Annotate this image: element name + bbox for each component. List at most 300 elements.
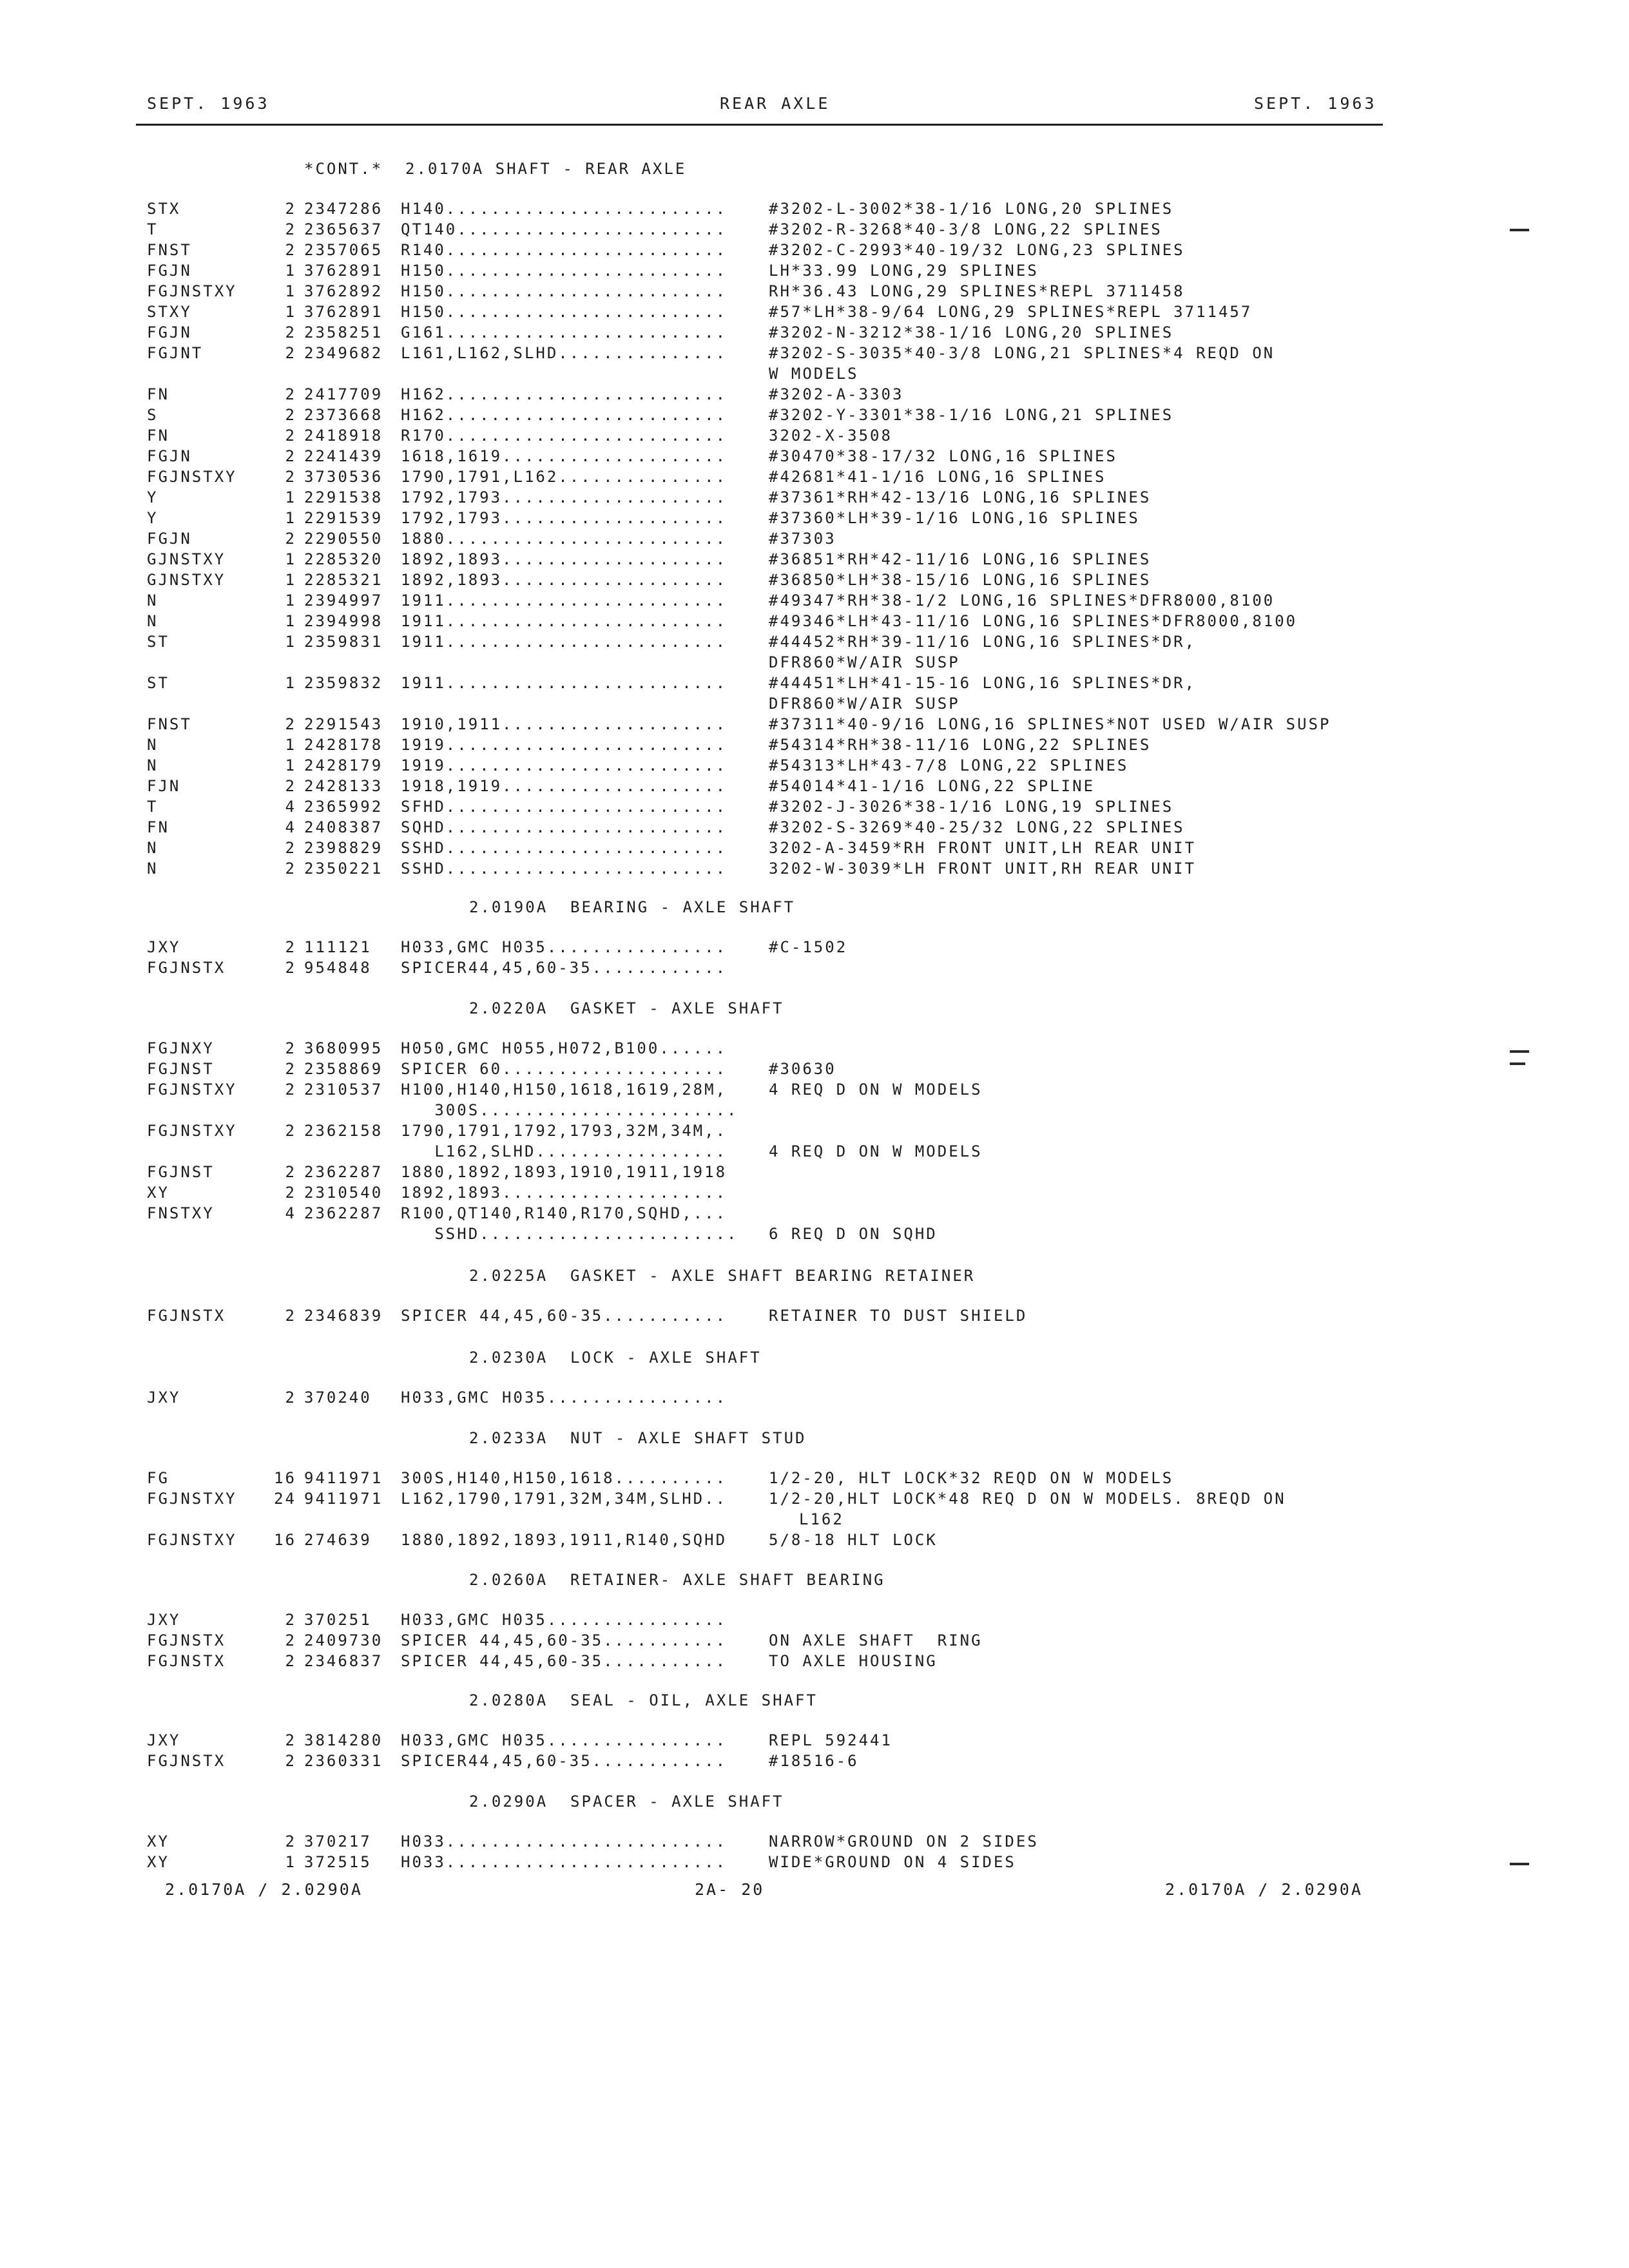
- quantity: 16: [274, 1469, 296, 1487]
- quantity: 2: [285, 959, 296, 977]
- description: #37360*LH*39-1/16 LONG,16 SPLINES: [769, 509, 1140, 527]
- part-number: 3730536: [304, 468, 383, 486]
- quantity: 1: [285, 1853, 296, 1871]
- part-row: [0, 282, 1629, 303]
- part-number: 274639: [304, 1531, 372, 1549]
- quantity: 1: [285, 674, 296, 692]
- application: 1790,1791,1792,1793,32M,34M,.: [401, 1122, 728, 1140]
- part-row: [0, 1490, 1629, 1510]
- quantity: 2: [285, 447, 296, 465]
- part-number: 370251: [304, 1611, 372, 1629]
- part-row: [0, 550, 1629, 571]
- part-number: 2394998: [304, 612, 383, 630]
- quantity: 16: [274, 1531, 296, 1549]
- part-number: 2346839: [304, 1307, 383, 1325]
- model-code: Y: [147, 509, 159, 527]
- description: #3202-S-3269*40-25/32 LONG,22 SPLINES: [769, 818, 1185, 836]
- description: #3202-C-2993*40-19/32 LONG,23 SPLINES: [769, 241, 1185, 259]
- model-code: ST: [147, 633, 169, 651]
- model-code: FGJN: [147, 323, 192, 341]
- part-number: 3762892: [304, 282, 383, 300]
- application-continued: SSHD.......................: [401, 1225, 738, 1243]
- footer-range-right: 2.0170A / 2.0290A: [1165, 1880, 1363, 1899]
- part-row: [0, 509, 1629, 530]
- quantity: 2: [285, 1731, 296, 1749]
- application-continued: L162,SLHD.................: [401, 1142, 728, 1160]
- part-number: 2362158: [304, 1122, 383, 1140]
- part-number: 372515: [304, 1853, 372, 1871]
- model-code: T: [147, 220, 159, 238]
- application: 1792,1793....................: [401, 488, 728, 506]
- description: DFR860*W/AIR SUSP: [769, 695, 960, 713]
- part-number: 2347286: [304, 200, 383, 218]
- part-number: 370217: [304, 1832, 372, 1850]
- application: 300S,H140,H150,1618..........: [401, 1469, 728, 1487]
- application: 1918,1919....................: [401, 777, 728, 795]
- application: SFHD.........................: [401, 798, 728, 816]
- application: 1911.........................: [401, 591, 728, 610]
- part-number: 2310540: [304, 1184, 383, 1202]
- quantity: 4: [285, 798, 296, 816]
- description: #36851*RH*42-11/16 LONG,16 SPLINES: [769, 550, 1152, 568]
- model-code: JXY: [147, 938, 181, 956]
- part-number: 2428178: [304, 736, 383, 754]
- header-rule: [136, 124, 1383, 126]
- application: H140.........................: [401, 200, 728, 218]
- application: R140.........................: [401, 241, 728, 259]
- model-code: FN: [147, 427, 169, 445]
- quantity: 2: [285, 1163, 296, 1181]
- part-row: [0, 1652, 1629, 1673]
- quantity: 2: [285, 385, 296, 403]
- application: 1911.........................: [401, 633, 728, 651]
- quantity: 2: [285, 715, 296, 733]
- application: SPICER 44,45,60-35...........: [401, 1307, 728, 1325]
- quantity: 1: [285, 591, 296, 610]
- description: REPL 592441: [769, 1731, 892, 1749]
- description: #54014*41-1/16 LONG,22 SPLINE: [769, 777, 1095, 795]
- part-number: 2394997: [304, 591, 383, 610]
- quantity: 2: [285, 860, 296, 878]
- part-row: [0, 695, 1629, 715]
- part-row: [0, 756, 1629, 777]
- section-heading: 2.0230A LOCK - AXLE SHAFT: [469, 1349, 762, 1367]
- application: H033.........................: [401, 1853, 728, 1871]
- model-code: FGJN: [147, 530, 192, 548]
- application: 1618,1619....................: [401, 447, 728, 465]
- quantity: 2: [285, 220, 296, 238]
- section-heading: 2.0260A RETAINER- AXLE SHAFT BEARING: [469, 1571, 885, 1589]
- model-code: STXY: [147, 303, 192, 321]
- model-code: JXY: [147, 1731, 181, 1749]
- application: SSHD.........................: [401, 860, 728, 878]
- part-number: 2428179: [304, 756, 383, 774]
- model-code: FGJNSTXY: [147, 468, 237, 486]
- model-code: T: [147, 798, 159, 816]
- quantity: 1: [285, 571, 296, 589]
- part-row: [0, 839, 1629, 860]
- application: 1910,1911....................: [401, 715, 728, 733]
- application: 1880.........................: [401, 530, 728, 548]
- quantity: 4: [285, 1204, 296, 1222]
- description: #54314*RH*38-11/16 LONG,22 SPLINES: [769, 736, 1152, 754]
- part-number: 2291543: [304, 715, 383, 733]
- section-heading: 2.0233A NUT - AXLE SHAFT STUD: [469, 1429, 807, 1447]
- application: 1880,1892,1893,1911,R140,SQHD: [401, 1531, 728, 1549]
- part-row: [0, 1060, 1629, 1081]
- model-code: FGJNSTX: [147, 1752, 226, 1770]
- model-code: GJNSTXY: [147, 571, 226, 589]
- application: 1892,1893....................: [401, 1184, 728, 1202]
- part-number: 2241439: [304, 447, 383, 465]
- application: H050,GMC H055,H072,B100......: [401, 1039, 728, 1057]
- description: #54313*LH*43-7/8 LONG,22 SPLINES: [769, 756, 1129, 774]
- section-heading: 2.0190A BEARING - AXLE SHAFT: [469, 898, 796, 916]
- model-code: FGJNSTXY: [147, 1122, 237, 1140]
- header-date-left: SEPT. 1963: [147, 94, 270, 113]
- part-row: [0, 1225, 1629, 1245]
- part-number: 3762891: [304, 262, 383, 280]
- part-row: [0, 262, 1629, 282]
- part-row: [0, 959, 1629, 979]
- description: ON AXLE SHAFT RING: [769, 1631, 983, 1649]
- part-row: [0, 1307, 1629, 1327]
- model-code: FGJNSTXY: [147, 282, 237, 300]
- quantity: 2: [285, 344, 296, 362]
- model-code: FGJNSTX: [147, 1307, 226, 1325]
- quantity: 1: [285, 550, 296, 568]
- header-date-right: SEPT. 1963: [1254, 94, 1377, 113]
- model-code: GJNSTXY: [147, 550, 226, 568]
- description: #44451*LH*41-15-16 LONG,16 SPLINES*DR,: [769, 674, 1197, 692]
- model-code: N: [147, 839, 159, 857]
- part-row: [0, 571, 1629, 591]
- description: 4 REQ D ON W MODELS: [769, 1142, 983, 1160]
- part-row: [0, 1081, 1629, 1101]
- part-row: [0, 633, 1629, 653]
- description: #37361*RH*42-13/16 LONG,16 SPLINES: [769, 488, 1152, 506]
- quantity: 2: [285, 1060, 296, 1078]
- application: H150.........................: [401, 303, 728, 321]
- part-row: [0, 447, 1629, 468]
- part-number: 2417709: [304, 385, 383, 403]
- description: #37303: [769, 530, 836, 548]
- quantity: 1: [285, 488, 296, 506]
- part-row: [0, 1832, 1629, 1853]
- part-row: [0, 860, 1629, 880]
- application-continued: 300S.......................: [401, 1101, 738, 1119]
- part-number: 2418918: [304, 427, 383, 445]
- application: 1892,1893....................: [401, 571, 728, 589]
- part-number: 2310537: [304, 1081, 383, 1099]
- part-row: [0, 653, 1629, 674]
- part-row: [0, 612, 1629, 633]
- model-code: FGJNST: [147, 1060, 215, 1078]
- application: H033.........................: [401, 1832, 728, 1850]
- model-code: STX: [147, 200, 181, 218]
- section-heading: 2.0280A SEAL - OIL, AXLE SHAFT: [469, 1691, 818, 1709]
- description: #42681*41-1/16 LONG,16 SPLINES: [769, 468, 1106, 486]
- model-code: XY: [147, 1853, 169, 1871]
- model-code: JXY: [147, 1389, 181, 1407]
- application: H162.........................: [401, 406, 728, 424]
- quantity: 1: [285, 633, 296, 651]
- quantity: 2: [285, 530, 296, 548]
- description: #3202-A-3303: [769, 385, 904, 403]
- part-number: 2409730: [304, 1631, 383, 1649]
- quantity: 1: [285, 509, 296, 527]
- application: H100,H140,H150,1618,1619,28M,: [401, 1081, 728, 1099]
- part-row: [0, 1389, 1629, 1409]
- part-number: 2358869: [304, 1060, 383, 1078]
- application: H162.........................: [401, 385, 728, 403]
- part-row: [0, 1469, 1629, 1490]
- model-code: FGJNSTX: [147, 1631, 226, 1649]
- description: NARROW*GROUND ON 2 SIDES: [769, 1832, 1039, 1850]
- part-row: [0, 1184, 1629, 1204]
- description: 6 REQ D ON SQHD: [769, 1225, 938, 1243]
- model-code: ST: [147, 674, 169, 692]
- model-code: XY: [147, 1832, 169, 1850]
- part-number: 2359832: [304, 674, 383, 692]
- quantity: 2: [285, 1832, 296, 1850]
- model-code: FNSTXY: [147, 1204, 215, 1222]
- part-number: 2360331: [304, 1752, 383, 1770]
- part-number: 2428133: [304, 777, 383, 795]
- quantity: 2: [285, 938, 296, 956]
- part-row: [0, 220, 1629, 241]
- description: WIDE*GROUND ON 4 SIDES: [769, 1853, 1016, 1871]
- description: W MODELS: [769, 365, 859, 383]
- part-row: [0, 1163, 1629, 1184]
- part-number: 2362287: [304, 1204, 383, 1222]
- description: #3202-S-3035*40-3/8 LONG,21 SPLINES*4 REQD ON: [769, 344, 1275, 362]
- application: R100,QT140,R140,R170,SQHD,...: [401, 1204, 728, 1222]
- part-number: 2346837: [304, 1652, 383, 1670]
- application: 1880,1892,1893,1910,1911,1918: [401, 1163, 728, 1181]
- model-code: JXY: [147, 1611, 181, 1629]
- quantity: 24: [274, 1490, 296, 1508]
- part-number: 2285321: [304, 571, 383, 589]
- section-heading: *CONT.* 2.0170A SHAFT - REAR AXLE: [304, 160, 687, 178]
- application: QT140........................: [401, 220, 728, 238]
- application: 1919.........................: [401, 756, 728, 774]
- model-code: FGJNSTXY: [147, 1490, 237, 1508]
- model-code: FN: [147, 818, 169, 836]
- description: #57*LH*38-9/64 LONG,29 SPLINES*REPL 3711457: [769, 303, 1253, 321]
- application: SQHD.........................: [401, 818, 728, 836]
- application: L161,L162,SLHD...............: [401, 344, 728, 362]
- application: H150.........................: [401, 282, 728, 300]
- application: SSHD.........................: [401, 839, 728, 857]
- quantity: 1: [285, 282, 296, 300]
- description: RH*36.43 LONG,29 SPLINES*REPL 3711458: [769, 282, 1185, 300]
- part-number: 2398829: [304, 839, 383, 857]
- part-row: [0, 303, 1629, 323]
- part-row: [0, 365, 1629, 385]
- application: SPICER44,45,60-35............: [401, 1752, 728, 1770]
- application: H033,GMC H035................: [401, 1731, 728, 1749]
- application: H150.........................: [401, 262, 728, 280]
- part-row: [0, 1204, 1629, 1225]
- part-number: 111121: [304, 938, 372, 956]
- part-number: 2291538: [304, 488, 383, 506]
- part-row: [0, 1122, 1629, 1142]
- model-code: N: [147, 736, 159, 754]
- description: #37311*40-9/16 LONG,16 SPLINES*NOT USED W/AIR SUSP: [769, 715, 1331, 733]
- part-row: [0, 736, 1629, 756]
- model-code: FGJNSTXY: [147, 1081, 237, 1099]
- description: #36850*LH*38-15/16 LONG,16 SPLINES: [769, 571, 1152, 589]
- part-row: [0, 715, 1629, 736]
- model-code: FGJNSTXY: [147, 1531, 237, 1549]
- description: RETAINER TO DUST SHIELD: [769, 1307, 1028, 1325]
- part-number: 9411971: [304, 1469, 383, 1487]
- application: 1911.........................: [401, 612, 728, 630]
- quantity: 2: [285, 241, 296, 259]
- quantity: 2: [285, 1039, 296, 1057]
- part-row: [0, 1731, 1629, 1752]
- description: 5/8-18 HLT LOCK: [769, 1531, 938, 1549]
- part-row: [0, 777, 1629, 798]
- model-code: FNST: [147, 241, 192, 259]
- header-title: REAR AXLE: [720, 94, 831, 113]
- part-number: 2359831: [304, 633, 383, 651]
- part-number: 2408387: [304, 818, 383, 836]
- description: 3202-W-3039*LH FRONT UNIT,RH REAR UNIT: [769, 860, 1197, 878]
- model-code: S: [147, 406, 159, 424]
- quantity: 2: [285, 839, 296, 857]
- quantity: 2: [285, 1652, 296, 1670]
- quantity: 2: [285, 1752, 296, 1770]
- model-code: FGJNXY: [147, 1039, 215, 1057]
- description: #3202-N-3212*38-1/16 LONG,20 SPLINES: [769, 323, 1174, 341]
- application: 1911.........................: [401, 674, 728, 692]
- description: #3202-L-3002*38-1/16 LONG,20 SPLINES: [769, 200, 1174, 218]
- application: SPICER 60....................: [401, 1060, 728, 1078]
- part-row: [0, 1510, 1629, 1531]
- part-row: [0, 488, 1629, 509]
- description: #3202-R-3268*40-3/8 LONG,22 SPLINES: [769, 220, 1162, 238]
- quantity: 1: [285, 756, 296, 774]
- part-row: [0, 200, 1629, 220]
- application: H033,GMC H035................: [401, 938, 728, 956]
- part-number: 2365637: [304, 220, 383, 238]
- application: R170.........................: [401, 427, 728, 445]
- model-code: N: [147, 860, 159, 878]
- footer-range-left: 2.0170A / 2.0290A: [165, 1880, 363, 1899]
- application: SPICER 44,45,60-35...........: [401, 1652, 728, 1670]
- part-number: 9411971: [304, 1490, 383, 1508]
- part-row: [0, 1611, 1629, 1631]
- description: #3202-J-3026*38-1/16 LONG,19 SPLINES: [769, 798, 1174, 816]
- part-row: [0, 591, 1629, 612]
- description: 4 REQ D ON W MODELS: [769, 1081, 983, 1099]
- part-number: 3762891: [304, 303, 383, 321]
- description: L162: [799, 1510, 844, 1528]
- description: #49347*RH*38-1/2 LONG,16 SPLINES*DFR8000,8100: [769, 591, 1275, 610]
- description: #18516-6: [769, 1752, 859, 1770]
- part-row: [0, 1039, 1629, 1060]
- model-code: FGJNSTX: [147, 1652, 226, 1670]
- description: #C-1502: [769, 938, 848, 956]
- quantity: 2: [285, 1081, 296, 1099]
- quantity: 2: [285, 1184, 296, 1202]
- description: DFR860*W/AIR SUSP: [769, 653, 960, 671]
- description: TO AXLE HOUSING: [769, 1652, 938, 1670]
- application: H033,GMC H035................: [401, 1389, 728, 1407]
- description: #30630: [769, 1060, 836, 1078]
- part-number: 2358251: [304, 323, 383, 341]
- description: 3202-A-3459*RH FRONT UNIT,LH REAR UNIT: [769, 839, 1197, 857]
- quantity: 1: [285, 612, 296, 630]
- description: #44452*RH*39-11/16 LONG,16 SPLINES*DR,: [769, 633, 1197, 651]
- section-heading: 2.0225A GASKET - AXLE SHAFT BEARING RETAINER: [469, 1267, 976, 1285]
- part-row: [0, 1853, 1629, 1874]
- part-row: [0, 1531, 1629, 1552]
- part-number: 2373668: [304, 406, 383, 424]
- application: 1792,1793....................: [401, 509, 728, 527]
- quantity: 1: [285, 262, 296, 280]
- part-row: [0, 530, 1629, 550]
- description: 1/2-20,HLT LOCK*48 REQ D ON W MODELS. 8REQD ON: [769, 1490, 1286, 1508]
- description: LH*33.99 LONG,29 SPLINES: [769, 262, 1039, 280]
- part-number: 3814280: [304, 1731, 383, 1749]
- quantity: 2: [285, 406, 296, 424]
- part-number: 370240: [304, 1389, 372, 1407]
- model-code: FGJNSTX: [147, 959, 226, 977]
- part-row: [0, 1752, 1629, 1773]
- part-row: [0, 344, 1629, 365]
- description: #49346*LH*43-11/16 LONG,16 SPLINES*DFR8000,8100: [769, 612, 1298, 630]
- description: 3202-X-3508: [769, 427, 892, 445]
- model-code: FGJNT: [147, 344, 204, 362]
- model-code: Y: [147, 488, 159, 506]
- part-row: [0, 1142, 1629, 1163]
- model-code: N: [147, 612, 159, 630]
- quantity: 2: [285, 468, 296, 486]
- model-code: FNST: [147, 715, 192, 733]
- application: 1892,1893....................: [401, 550, 728, 568]
- part-number: 2357065: [304, 241, 383, 259]
- description: #3202-Y-3301*38-1/16 LONG,21 SPLINES: [769, 406, 1174, 424]
- part-row: [0, 1101, 1629, 1122]
- application: 1790,1791,L162...............: [401, 468, 728, 486]
- application: G161.........................: [401, 323, 728, 341]
- part-row: [0, 1631, 1629, 1652]
- quantity: 4: [285, 818, 296, 836]
- section-heading: 2.0220A GASKET - AXLE SHAFT: [469, 999, 784, 1017]
- part-number: 2290550: [304, 530, 383, 548]
- quantity: 2: [285, 1307, 296, 1325]
- footer-page-number: 2A- 20: [695, 1880, 765, 1899]
- quantity: 2: [285, 1122, 296, 1140]
- part-row: [0, 241, 1629, 262]
- model-code: FJN: [147, 777, 181, 795]
- part-row: [0, 468, 1629, 488]
- part-row: [0, 938, 1629, 959]
- application: L162,1790,1791,32M,34M,SLHD..: [401, 1490, 728, 1508]
- part-number: 2285320: [304, 550, 383, 568]
- quantity: 2: [285, 200, 296, 218]
- part-row: [0, 385, 1629, 406]
- description: #30470*38-17/32 LONG,16 SPLINES: [769, 447, 1117, 465]
- quantity: 2: [285, 323, 296, 341]
- part-row: [0, 323, 1629, 344]
- part-number: 2362287: [304, 1163, 383, 1181]
- quantity: 1: [285, 303, 296, 321]
- part-number: 2365992: [304, 798, 383, 816]
